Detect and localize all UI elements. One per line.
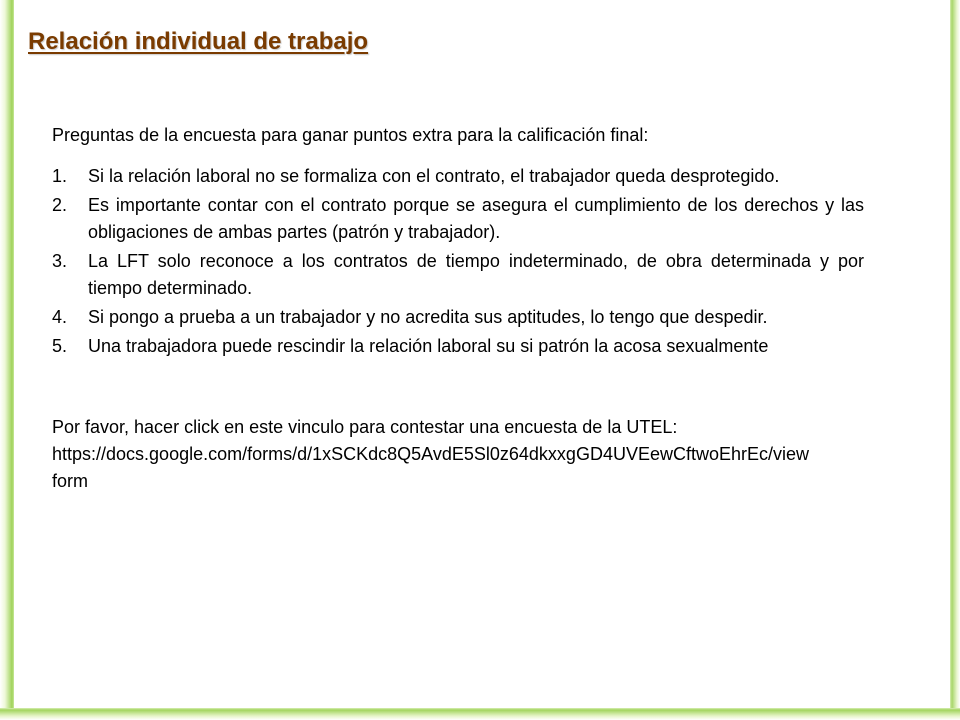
question-item xyxy=(52,163,864,190)
question-item xyxy=(52,304,864,331)
question-number: 5. xyxy=(52,336,68,356)
slide-content xyxy=(52,122,864,495)
question-number: 4. xyxy=(52,307,68,327)
survey-section xyxy=(52,414,864,495)
question-list xyxy=(52,163,864,360)
question-number: 2. xyxy=(52,195,68,215)
question-text: La LFT solo reconoce a los contratos de tiempo indeterminado, de obra determinada y por tiempo determinado. xyxy=(88,251,864,298)
slide-frame-right xyxy=(950,0,960,720)
slide-frame-bottom xyxy=(0,708,960,720)
slide-title: Relación individual de trabajo xyxy=(28,28,369,55)
question-item xyxy=(52,248,864,302)
question-number: 3. xyxy=(52,251,68,271)
survey-intro-text: Preguntas de la encuesta para ganar puntos extra para la calificación final: xyxy=(52,125,649,145)
question-text: Es importante contar con el contrato porque se asegura el cumplimiento de los derechos y las obligaciones de ambas partes (patrón y trabajador). xyxy=(88,195,864,242)
slide-frame-left xyxy=(0,0,14,720)
survey-link[interactable]: https://docs.google.com/forms/d/1xSCKdc8Q5AvdE5Sl0z64dkxxgGD4UVEewCftwoEhrEc/viewform xyxy=(52,444,810,491)
question-text: Una trabajadora puede rescindir la relación laboral su si patrón la acosa sexualmente xyxy=(88,336,769,356)
question-text: Si la relación laboral no se formaliza con el contrato, el trabajador queda desprotegido. xyxy=(88,166,780,186)
question-item xyxy=(52,333,864,360)
question-number: 1. xyxy=(52,166,68,186)
question-text: Si pongo a prueba a un trabajador y no acredita sus aptitudes, lo tengo que despedir. xyxy=(88,307,768,327)
survey-prompt: Por favor, hacer click en este vinculo para contestar una encuesta de la UTEL: xyxy=(52,417,678,437)
question-item xyxy=(52,192,864,246)
